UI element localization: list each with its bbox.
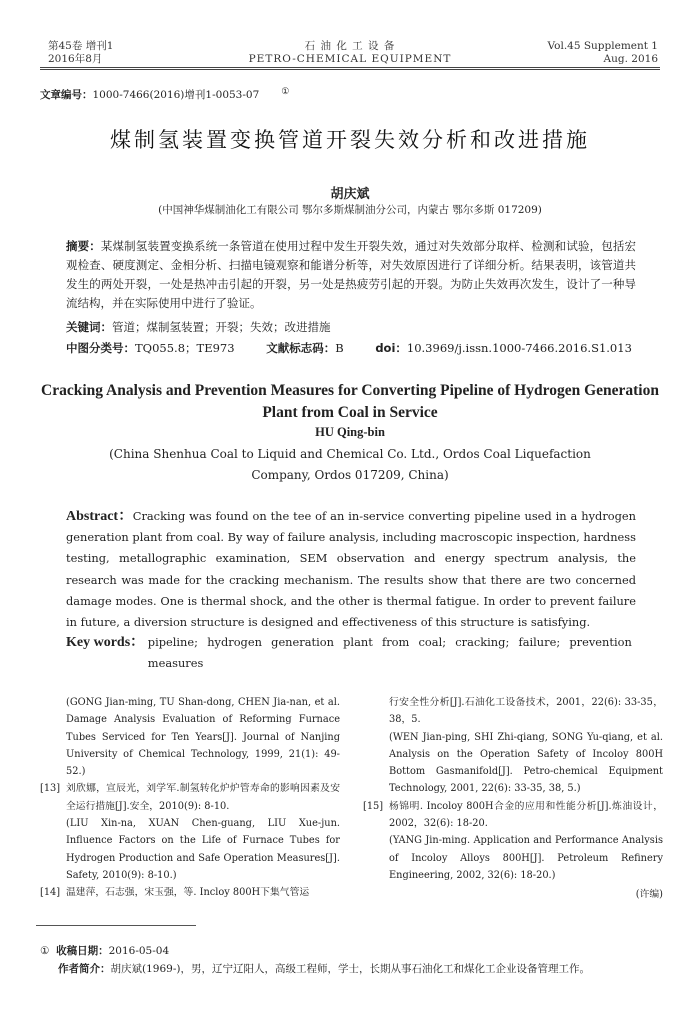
text: pipeline; hydrogen generation plant from coal; cracking; failure; prevention measures [147, 635, 632, 670]
author-en: HU Qing-bin [315, 425, 385, 439]
text: 2016年8月 [48, 53, 103, 65]
text: (GONG Jian-ming, TU Shan-dong, CHEN Jia-nan, et al. Damage Analysis Evaluation of Reforming Furnace Tubes Serviced for Ten Years[J]. Journal of Nanjing University of Chemical Technology, 1999, 21(1): 49-52.) [66, 697, 340, 778]
classification [66, 340, 660, 356]
text: 刘欣娜，宣辰光，刘学军.制氢转化炉炉管寿命的影响因素及安全运行措施[J].安全，2010(9): 8-10. [66, 783, 340, 812]
reference-item [44, 815, 340, 884]
affiliation-en: (China Shenhua Coal to Liquid and Chemical Co. Ltd., Ordos Coal Liquefaction Company, Ordos 017209, China) [109, 447, 591, 482]
title-cn: 煤制氢装置变换管道开裂失效分析和改进措施 [110, 128, 590, 152]
text: 10.3969/j.issn.1000-7466.2016.S1.013 [406, 341, 632, 355]
text: 石 油 化 工 设 备 [304, 40, 396, 52]
text: 收稿日期： [56, 945, 109, 957]
reference-item [363, 798, 663, 833]
text: doi： [375, 341, 407, 355]
abstract-cn-text: 某煤制氢装置变换系统一条管道在使用过程中发生开裂失效，通过对失效部分取样、检测和试验，包括宏观检查、硬度测定、金相分析、扫描电镜观察和能谱分析等，对失效原因进行了详细分析。结果表明，该管道共发生的两处开裂，一处是热冲击引起的开裂，另一处是热疲劳引起的开裂。为防止失效再次发生，设计了一种导流结构，并在实际使用中进行了验证。 [66, 239, 636, 310]
header-journal-name [230, 40, 470, 66]
text: 文章编号： [40, 89, 93, 101]
abstract-en [66, 506, 636, 633]
reference-item [44, 694, 340, 780]
affiliation-cn: (中国神华煤制油化工有限公司 鄂尔多斯煤制油分公司，内蒙古 鄂尔多斯 017209) [158, 204, 542, 216]
text: ① [40, 945, 50, 957]
reference-item [367, 832, 663, 884]
references-right-column [363, 694, 663, 904]
abstract-cn-label: 摘要： [66, 239, 101, 253]
references-left-column [40, 694, 340, 902]
keywords-cn [66, 319, 331, 335]
text: 管道；煤制氢装置；开裂；失效；改进措施 [112, 320, 331, 334]
reference-item [40, 780, 340, 815]
text: 胡庆斌(1969-)，男，辽宁辽阳人，高级工程师，学士，长期从事石油化工和煤化工企业设备管理工作。 [110, 963, 590, 975]
header-journal-volume [48, 40, 113, 66]
text: Vol.45 Supplement 1 [547, 40, 658, 52]
title-en: Cracking Analysis and Prevention Measures for Converting Pipeline of Hydrogen Generation Plant from Coal in Service [41, 382, 659, 421]
reference-item [367, 729, 663, 798]
text: 中图分类号： [66, 341, 135, 355]
text: 温建萍，石志强，宋玉强，等. Incloy 800H下集气管运 [66, 887, 310, 899]
text: [13] [40, 783, 61, 795]
text: B [335, 341, 344, 355]
editor-note: (许编) [635, 889, 663, 901]
text: 杨锦明. Incoloy 800H合金的应用和性能分析[J].炼油设计，2002，32(6): 18-20. [389, 800, 663, 830]
text: 2016-05-04 [108, 945, 170, 957]
abstract-en-text: Cracking was found on the tee of an in-service converting pipeline used in a hydrogen generation plant from coal. By way of failure analysis, including macroscopic inspection, hardness testing, metallographic examination, SEM observation and energy spectrum analysis, the research was made for the cracking mechanism. The results show that there are two concerned damage modes. One is thermal shock, and the other is thermal fatigue. In order to prevent failure in future, a diversion structure is designed and effectiveness of this structure is satisfying. [66, 509, 636, 630]
footnote [40, 942, 590, 978]
text: (WEN Jian-ping, SHI Zhi-qiang, SONG Yu-qiang, et al. Analysis on the Operation Safety of Incoloy 800H Bottom Gasmanifold[J]. Petro-chemical Equipment Technology, 2001, 22(6): 33-35, 38, 5.) [389, 731, 663, 795]
footnote-marker: ① [281, 87, 290, 97]
author-cn: 胡庆斌 [330, 187, 370, 202]
text: 文献标志码： [266, 341, 336, 355]
reference-item [40, 884, 340, 901]
abstract-cn [66, 237, 636, 313]
text: 作者简介： [58, 963, 111, 975]
text: 1000-7466(2016)增刊1-0053-07 [92, 89, 260, 101]
article-number [40, 87, 289, 102]
text: (LIU Xin-na, XUAN Chen-guang, LIU Xue-jun. Influence Factors on the Life of Furnace Tubes for Hydrogen Production and Safe Operation Measures[J]. Safety, 2010(9): 8-10.) [66, 818, 340, 881]
text: [15] [363, 800, 384, 812]
keywords-en [66, 632, 636, 674]
text: PETRO-CHEMICAL EQUIPMENT [248, 53, 452, 65]
abstract-en-label: Abstract： [66, 509, 133, 524]
text: 行安全性分析[J].石油化工设备技术，2001，22(6): 33-35，38，5. [389, 697, 663, 726]
text: TQ055.8；TE973 [135, 341, 235, 355]
header-rule-2 [40, 69, 660, 70]
text: 第45卷 增刊1 [48, 40, 114, 52]
text: [14] [40, 887, 61, 899]
header-rule [40, 67, 660, 68]
text: Aug. 2016 [603, 53, 658, 65]
text: Key words： [66, 635, 145, 650]
text: 关键词： [66, 320, 112, 334]
reference-item [367, 694, 663, 729]
header-volume-en [548, 40, 658, 66]
footnote-rule [36, 925, 196, 926]
text: (YANG Jin-ming. Application and Performance Analysis of Incoloy Alloys 800H[J]. Petroleum Refinery Engineering, 2002, 32(6): 18-20.) [389, 835, 663, 881]
